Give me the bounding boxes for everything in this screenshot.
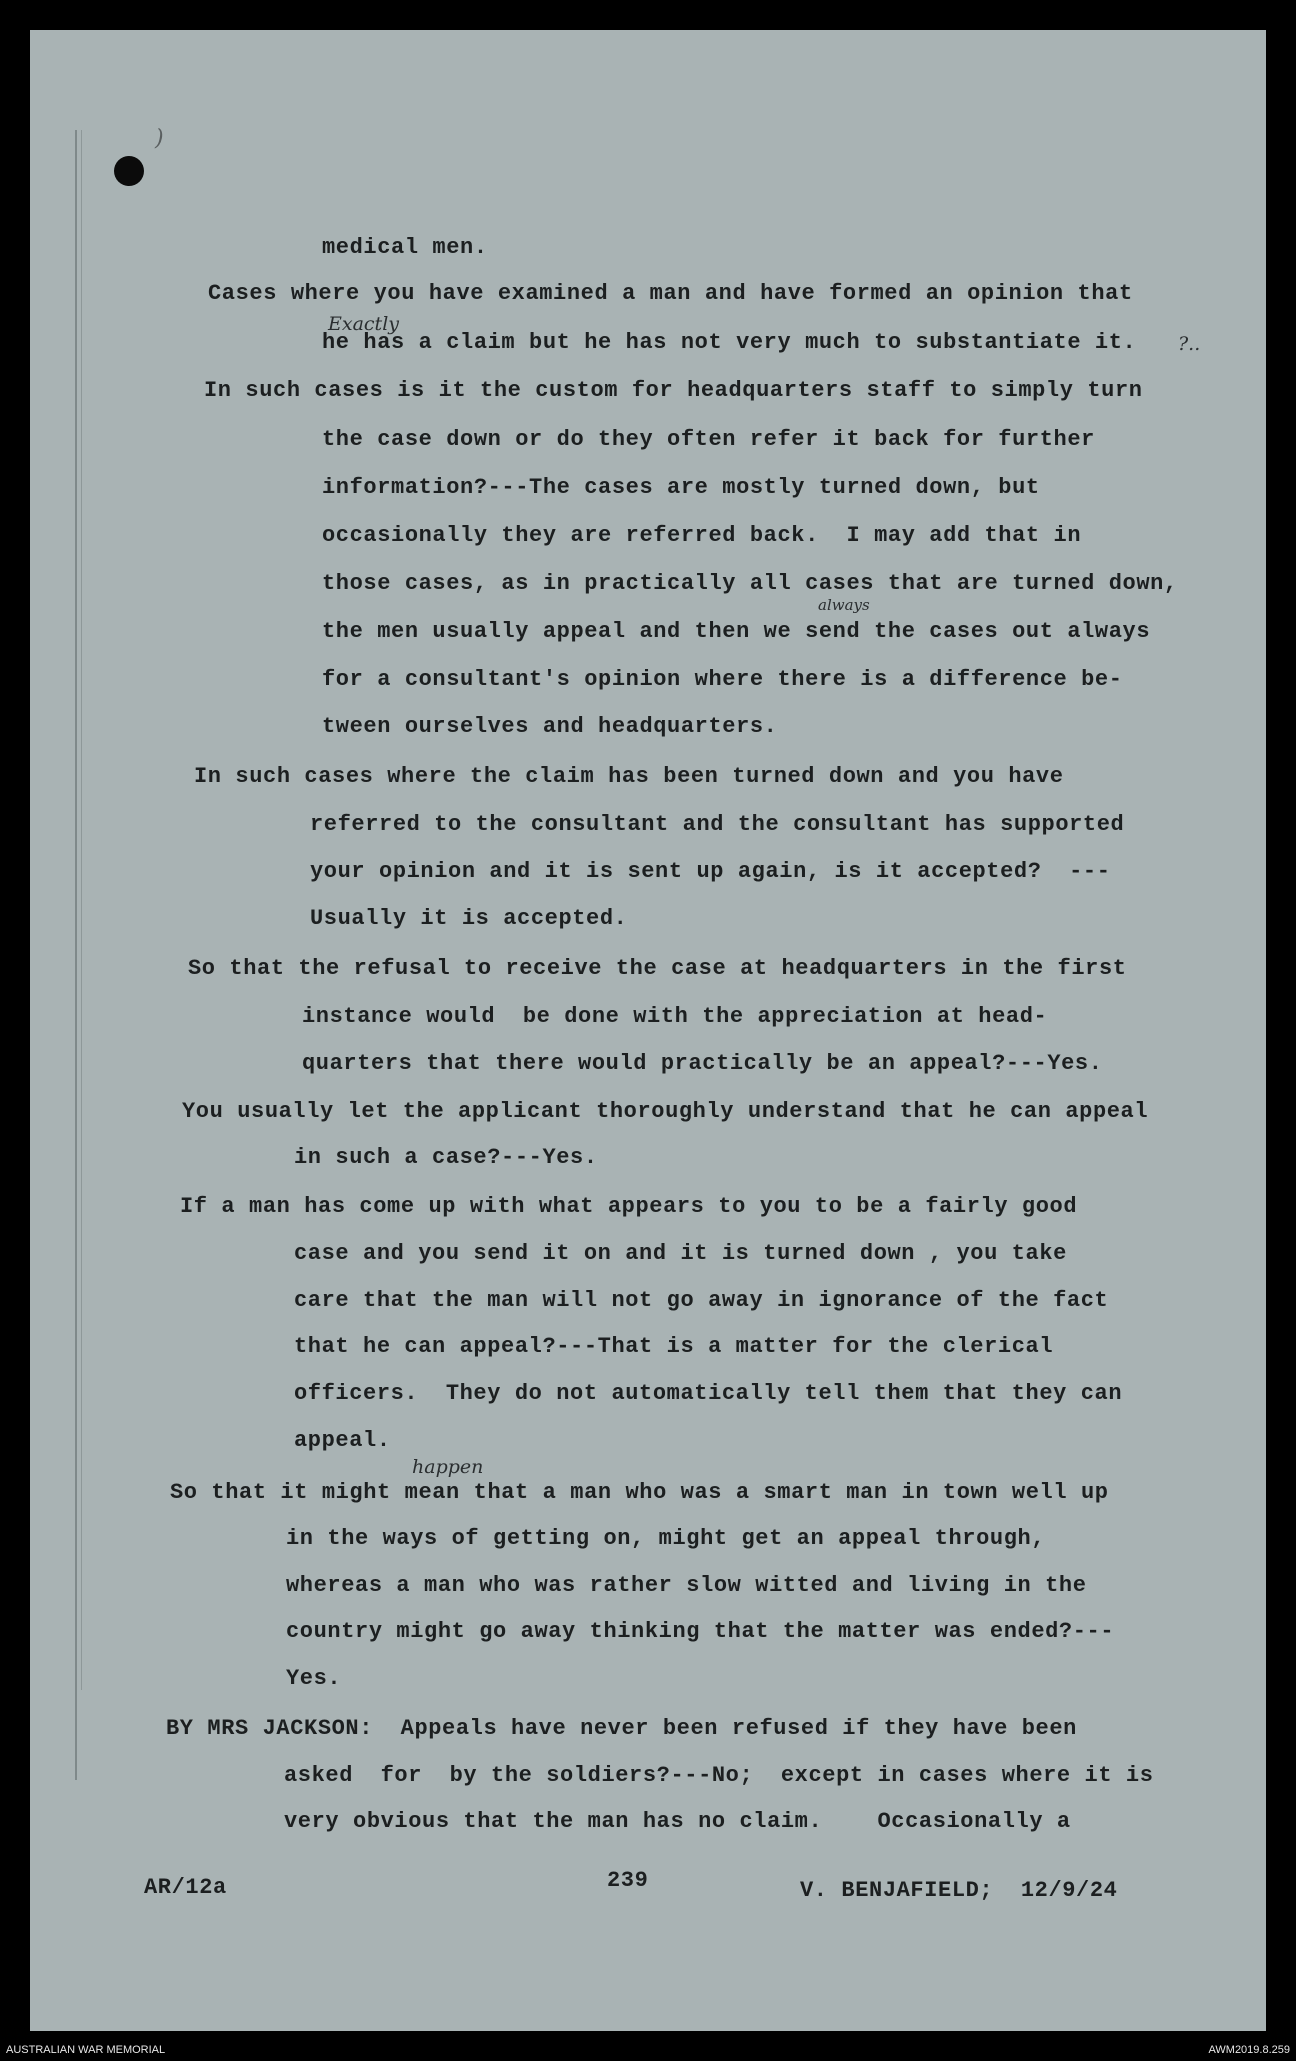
text-line: care that the man will not go away in ignorance of the fact xyxy=(294,1288,1109,1313)
text-line: occasionally they are referred back. I may add that in xyxy=(322,523,1082,548)
page-number: 239 xyxy=(607,1868,649,1893)
text-line: BY MRS JACKSON: Appeals have never been refused if they have been xyxy=(166,1716,1077,1741)
document-sheet xyxy=(30,30,1266,2031)
text-line: very obvious that the man has no claim. Occasionally a xyxy=(284,1809,1071,1834)
witness-date: V. BENJAFIELD; 12/9/24 xyxy=(800,1878,1118,1903)
handwritten-annotation: Exactly xyxy=(328,313,399,335)
text-line: Yes. xyxy=(286,1666,342,1691)
handwritten-annotation: happen xyxy=(412,1456,484,1478)
text-line: quarters that there would practically be an appeal?---Yes. xyxy=(302,1051,1103,1076)
margin-rule xyxy=(75,130,77,1780)
text-line: the case down or do they often refer it back for further xyxy=(322,427,1095,452)
text-line: In such cases where the claim has been turned down and you have xyxy=(194,764,1064,789)
text-line: the men usually appeal and then we send the cases out always xyxy=(322,619,1151,644)
text-line: information?---The cases are mostly turned down, but xyxy=(322,475,1040,500)
text-line: for a consultant's opinion where there is a difference be- xyxy=(322,667,1123,692)
text-line: medical men. xyxy=(322,235,488,260)
text-line: country might go away thinking that the matter was ended?--- xyxy=(286,1619,1115,1644)
text-line: Usually it is accepted. xyxy=(310,906,628,931)
text-line: So that the refusal to receive the case at headquarters in the first xyxy=(188,956,1127,981)
text-line: So that it might mean that a man who was a smart man in town well up xyxy=(170,1480,1109,1505)
handwritten-annotation: ?.. xyxy=(1178,333,1201,355)
text-line: In such cases is it the custom for headquarters staff to simply turn xyxy=(204,378,1143,403)
archive-id: AWM2019.8.259 xyxy=(1208,2044,1290,2056)
text-line: Cases where you have examined a man and have formed an opinion that xyxy=(208,281,1133,306)
punch-hole xyxy=(114,156,144,186)
text-line: You usually let the applicant thoroughly understand that he can appeal xyxy=(182,1099,1149,1124)
document-reference: AR/12a xyxy=(144,1875,227,1900)
text-line: in the ways of getting on, might get an appeal through, xyxy=(286,1526,1046,1551)
text-line: case and you send it on and it is turned down , you take xyxy=(294,1241,1067,1266)
text-line: your opinion and it is sent up again, is it accepted? --- xyxy=(310,859,1111,884)
text-line: instance would be done with the appreciation at head- xyxy=(302,1004,1048,1029)
text-line: officers. They do not automatically tell them that they can xyxy=(294,1381,1123,1406)
text-line: tween ourselves and headquarters. xyxy=(322,714,778,739)
pencil-mark: ) xyxy=(155,126,164,151)
text-line: referred to the consultant and the consultant has supported xyxy=(310,812,1125,837)
text-line: appeal. xyxy=(294,1428,391,1453)
archive-caption: AUSTRALIAN WAR MEMORIAL xyxy=(6,2044,166,2056)
text-line: whereas a man who was rather slow witted and living in the xyxy=(286,1573,1087,1598)
text-line: asked for by the soldiers?---No; except in cases where it is xyxy=(284,1763,1154,1788)
margin-rule xyxy=(81,130,82,1690)
handwritten-annotation: always xyxy=(818,596,870,614)
text-line: that he can appeal?---That is a matter for the clerical xyxy=(294,1334,1054,1359)
text-line: in such a case?---Yes. xyxy=(294,1145,598,1170)
text-line: those cases, as in practically all cases that are turned down, xyxy=(322,571,1178,596)
text-line: If a man has come up with what appears to you to be a fairly good xyxy=(180,1194,1078,1219)
text-line: he has a claim but he has not very much to substantiate it. xyxy=(322,330,1137,355)
